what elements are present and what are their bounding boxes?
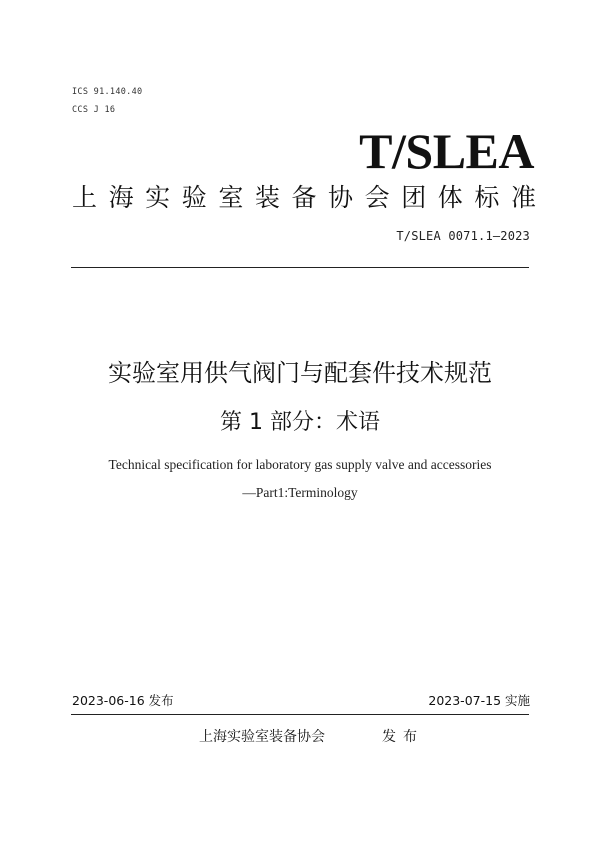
header-divider <box>71 267 529 268</box>
standard-type-char: 上 <box>72 183 98 212</box>
ics-code: ICS 91.140.40 <box>72 87 143 97</box>
standard-type-char: 室 <box>218 183 244 212</box>
standard-type-char: 标 <box>474 183 500 212</box>
document-part-title: 第 1 部分：术语 <box>220 410 380 435</box>
standard-type-char: 备 <box>291 183 317 212</box>
standard-type-char: 团 <box>401 183 427 212</box>
issuing-organization: 上海实验室装备协会 <box>199 729 325 745</box>
document-part-title-english: —Part1:Terminology <box>242 485 358 500</box>
issue-label: 发布 <box>382 729 424 745</box>
footer-divider <box>71 714 529 715</box>
standard-type-char: 装 <box>254 183 280 212</box>
standard-type-char: 准 <box>510 183 536 212</box>
document-title-english: Technical specification for laboratory gas supply valve and accessories <box>108 457 492 472</box>
standard-number: T/SLEA 0071.1—2023 <box>396 229 530 243</box>
document-title-chinese: 实验室用供气阀门与配套件技术规范 <box>108 359 492 387</box>
standard-type-title <box>72 183 536 213</box>
standard-type-char: 验 <box>181 183 207 212</box>
implement-date: 2023-07-15 实施 <box>428 693 530 708</box>
standard-logo-text: T/SLEA <box>359 123 534 179</box>
standard-type-char: 海 <box>108 183 134 212</box>
standard-type-char: 会 <box>364 183 390 212</box>
ccs-code: CCS J 16 <box>72 105 116 115</box>
standard-type-char: 实 <box>145 183 171 212</box>
publish-date: 2023-06-16 发布 <box>72 693 174 708</box>
standard-type-char: 体 <box>437 183 463 212</box>
standard-type-char: 协 <box>328 183 354 212</box>
